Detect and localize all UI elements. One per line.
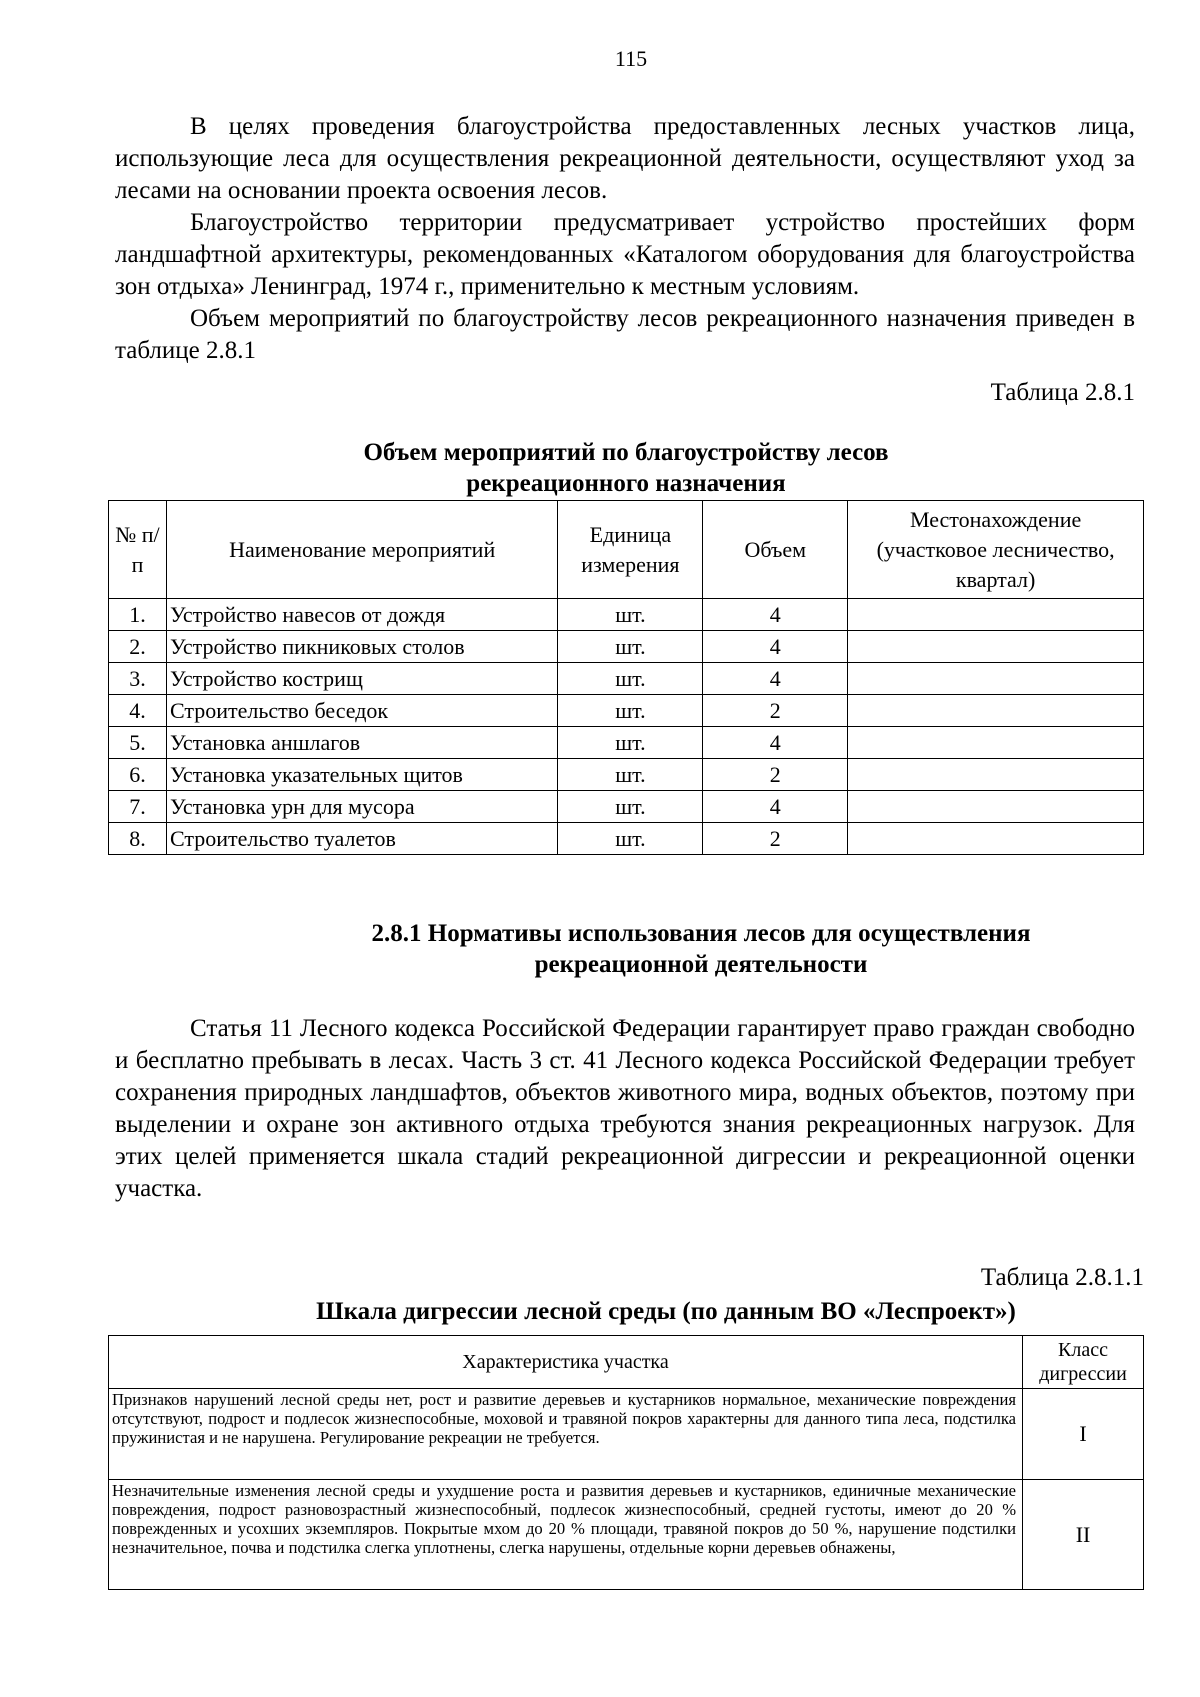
row-name: Установка указательных щитов (166, 759, 558, 791)
row-unit: шт. (558, 631, 703, 663)
table-header-row (109, 501, 1144, 599)
table-row (109, 695, 1144, 727)
table1-label: Таблица 2.8.1 (990, 379, 1135, 406)
table-row (109, 791, 1144, 823)
header-characteristic: Характеристика участка (109, 1336, 1023, 1389)
row-unit: шт. (558, 823, 703, 855)
row-name: Установка аншлагов (166, 727, 558, 759)
row-volume: 4 (703, 663, 848, 695)
row-name: Устройство кострищ (166, 663, 558, 695)
row-location (848, 631, 1144, 663)
section-heading-line2: рекреационной деятельности (534, 951, 868, 978)
section-heading (108, 918, 1144, 980)
row-volume: 4 (703, 631, 848, 663)
section-paragraph: Статья 11 Лесного кодекса Российской Федерации гарантирует право граждан свободно и бесплатно пребывать в лесах. Часть 3 ст. 41 Лесного кодекса Российской Федерации требует сохранения природных ландшафтов, объектов животного мира, водных объектов, поэтому при выделении и охране зон активного отдыха требуются знания рекреационных нагрузок. Для этих целей применяется шкала стадий рекреационной дигрессии и рекреационной оценки участка. (115, 1015, 1135, 1202)
table2-caption (108, 1262, 1144, 1327)
activities-table (108, 500, 1144, 855)
row-name: Строительство туалетов (166, 823, 558, 855)
page-number: 115 (614, 46, 648, 71)
table1-title-line1: Объем мероприятий по благоустройству лесов (363, 439, 889, 466)
table-row (109, 759, 1144, 791)
intro-paragraph-2: Благоустройство территории предусматривает устройство простейших форм ландшафтной архитектуры, рекомендованных «Каталогом оборудования для благоустройства зон отдыха» Ленинград, 1974 г., применительно к местным условиям. (115, 209, 1135, 300)
row-num: 7. (109, 791, 167, 823)
row-num: 4. (109, 695, 167, 727)
row-volume: 4 (703, 791, 848, 823)
row-num: 5. (109, 727, 167, 759)
row-location (848, 663, 1144, 695)
row-num: 1. (109, 599, 167, 631)
table2-label: Таблица 2.8.1.1 (980, 1264, 1144, 1291)
row-name: Установка урн для мусора (166, 791, 558, 823)
row-unit: шт. (558, 695, 703, 727)
row-location (848, 823, 1144, 855)
row-volume: 4 (703, 727, 848, 759)
row-characteristic: Признаков нарушений лесной среды нет, рост и развитие деревьев и кустарников нормальное, механические повреждения отсутствуют, подрост и подлесок жизнеспособные, моховой и травяной покров характерны для данного типа леса, подстилка пружинистая и не нарушена. Регулирование рекреации не требуется. (109, 1389, 1023, 1480)
header-num: № п/п (109, 501, 167, 599)
row-location (848, 695, 1144, 727)
table-row (109, 727, 1144, 759)
row-volume: 2 (703, 759, 848, 791)
row-num: 6. (109, 759, 167, 791)
row-num: 2. (109, 631, 167, 663)
row-name: Строительство беседок (166, 695, 558, 727)
row-volume: 2 (703, 695, 848, 727)
row-location (848, 727, 1144, 759)
table1-title-line2: рекреационного назначения (466, 470, 786, 497)
row-location (848, 759, 1144, 791)
row-class: II (1023, 1480, 1144, 1590)
row-volume: 2 (703, 823, 848, 855)
row-unit: шт. (558, 759, 703, 791)
row-unit: шт. (558, 599, 703, 631)
table-row (109, 823, 1144, 855)
intro-text (115, 111, 1135, 409)
intro-paragraph-3: Объем мероприятий по благоустройству лесов рекреационного назначения приведен в таблице 2.8.1 (115, 305, 1135, 364)
table-row (109, 599, 1144, 631)
row-characteristic: Незначительные изменения лесной среды и ухудшение роста и развития деревьев и кустарников, единичные механические повреждения, подрост разновозрастный жизнеспособный, подлесок жизнеспособный, средней густоты, имеют до 20 % поврежденных и усохших экземпляров. Покрытые мхом до 20 % площади, травяной покров до 50 %, нарушение подстилки незначительное, почва и подстилка слегка уплотнены, слегка нарушены, отдельные корни деревьев обнажены, (109, 1480, 1023, 1590)
digression-table (108, 1335, 1144, 1590)
header-unit: Единица измерения (558, 501, 703, 599)
row-num: 8. (109, 823, 167, 855)
table2-title: Шкала дигрессии лесной среды (по данным ВО «Леспроект») (316, 1298, 1016, 1325)
table-row (109, 631, 1144, 663)
row-location (848, 791, 1144, 823)
row-name: Устройство пикниковых столов (166, 631, 558, 663)
table-row (109, 663, 1144, 695)
row-unit: шт. (558, 663, 703, 695)
row-class: I (1023, 1389, 1144, 1480)
header-name: Наименование мероприятий (166, 501, 558, 599)
row-unit: шт. (558, 727, 703, 759)
table1-title (108, 437, 1144, 499)
header-location: Местонахождение (участковое лесничество, квартал) (848, 501, 1144, 599)
header-volume: Объем (703, 501, 848, 599)
row-location (848, 599, 1144, 631)
row-volume: 4 (703, 599, 848, 631)
section-heading-line1: 2.8.1 Нормативы использования лесов для осуществления (371, 920, 1031, 947)
row-unit: шт. (558, 791, 703, 823)
row-name: Устройство навесов от дождя (166, 599, 558, 631)
intro-paragraph-1: В целях проведения благоустройства предоставленных лесных участков лица, использующие леса для осуществления рекреационной деятельности, осуществляют уход за лесами на основании проекта освоения лесов. (115, 113, 1135, 204)
table-header-row (109, 1336, 1144, 1389)
table-row (109, 1480, 1144, 1590)
section-body (115, 1013, 1135, 1205)
row-num: 3. (109, 663, 167, 695)
header-class: Класс дигрессии (1023, 1336, 1144, 1389)
table-row (109, 1389, 1144, 1480)
